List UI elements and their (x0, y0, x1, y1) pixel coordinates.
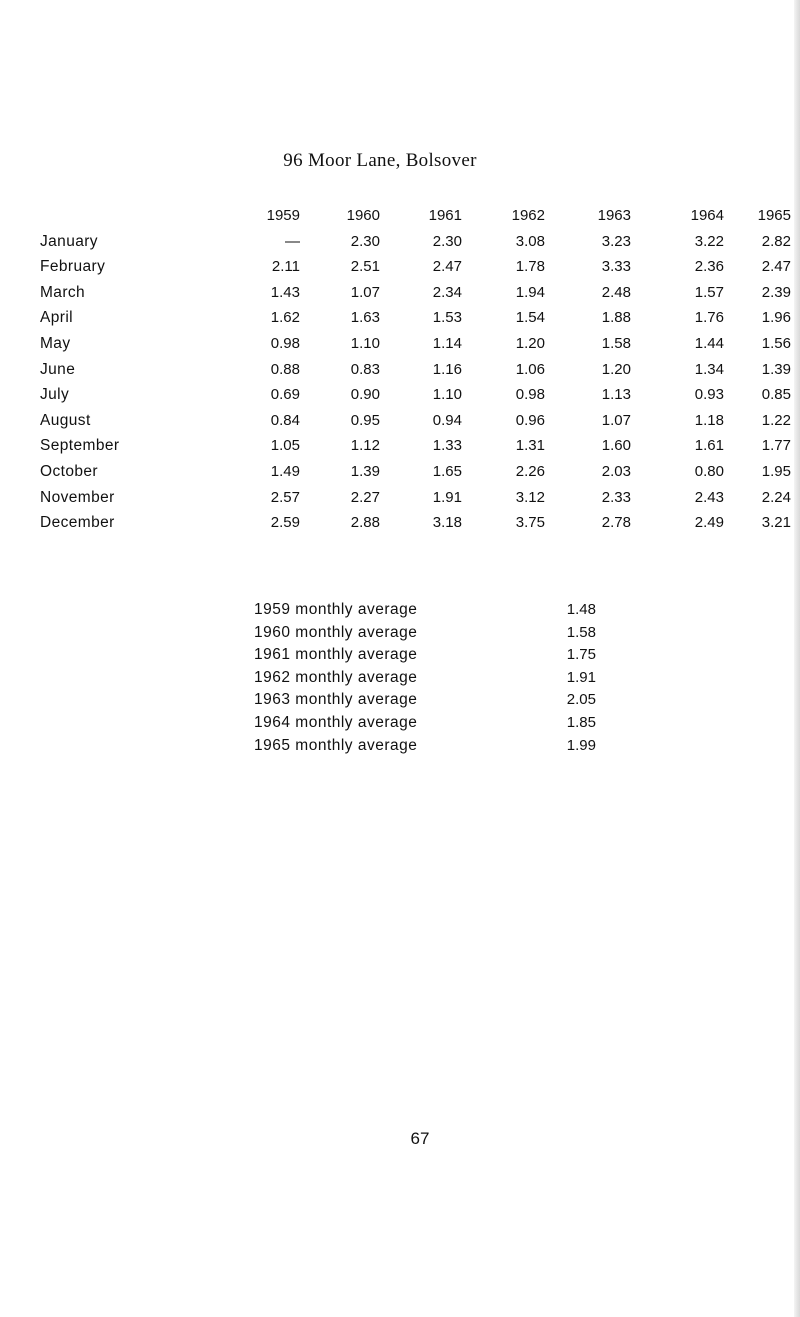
table-cell: 2.51 (350, 258, 380, 276)
table-cell: 2.57 (270, 488, 300, 506)
month-label: March (40, 283, 86, 301)
table-row (0, 283, 800, 309)
table-cell: 1.78 (515, 258, 545, 276)
table-cell: 3.08 (515, 232, 545, 250)
table-cell: 0.96 (515, 411, 545, 429)
table-cell: 3.23 (601, 232, 631, 250)
table-cell: 1.07 (350, 283, 380, 301)
table-row (0, 360, 800, 386)
table-cell: — (285, 232, 300, 250)
average-label: 1962 monthly average (254, 668, 418, 686)
table-cell: 1.58 (601, 334, 631, 352)
table-row (0, 232, 800, 258)
table-cell: 0.98 (270, 334, 300, 352)
table-cell: 1.18 (694, 411, 724, 429)
table-cell: 2.26 (515, 462, 545, 480)
table-body (0, 232, 800, 539)
table-cell: 1.12 (350, 437, 380, 455)
table-cell: 1.31 (515, 437, 545, 455)
month-label: June (40, 360, 76, 378)
table-cell: 2.47 (761, 258, 791, 276)
table-cell: 0.90 (350, 386, 380, 404)
average-row (0, 600, 800, 623)
table-cell: 1.10 (432, 386, 462, 404)
table-cell: 1.33 (432, 437, 462, 455)
table-cell: 0.88 (270, 360, 300, 378)
table-cell: 1.94 (515, 283, 545, 301)
table-cell: 1.76 (694, 309, 724, 327)
column-header: 1962 (511, 207, 545, 224)
average-value: 2.05 (566, 691, 596, 709)
table-cell: 2.88 (350, 514, 380, 532)
table-cell: 2.47 (432, 258, 462, 276)
table-cell: 1.88 (601, 309, 631, 327)
table-cell: 2.59 (270, 514, 300, 532)
table-cell: 2.30 (350, 232, 380, 250)
monthly-data-table (0, 206, 800, 539)
table-cell: 1.77 (761, 437, 791, 455)
month-label: July (40, 386, 70, 404)
table-cell: 1.05 (270, 437, 300, 455)
average-label: 1964 monthly average (254, 713, 418, 731)
table-cell: 1.22 (761, 411, 791, 429)
table-row (0, 513, 800, 539)
table-cell: 1.57 (694, 283, 724, 301)
table-cell: 2.24 (761, 488, 791, 506)
month-label: October (40, 462, 98, 480)
average-label: 1961 monthly average (254, 646, 418, 664)
table-row (0, 411, 800, 437)
average-row (0, 713, 800, 736)
month-label: August (40, 411, 91, 429)
table-cell: 1.60 (601, 437, 631, 455)
average-row (0, 645, 800, 668)
table-cell: 0.93 (694, 386, 724, 404)
average-value: 1.48 (566, 601, 596, 618)
page-edge-shadow (794, 0, 800, 1317)
column-header: 1965 (757, 207, 791, 224)
page-title: 96 Moor Lane, Bolsover (283, 150, 477, 171)
average-value: 1.91 (566, 668, 596, 686)
table-cell: 2.48 (601, 283, 631, 301)
table-cell: 1.20 (515, 334, 545, 352)
table-cell: 0.85 (761, 386, 791, 404)
table-row (0, 308, 800, 334)
table-header-row (0, 206, 800, 232)
average-label: 1965 monthly average (254, 736, 418, 754)
table-cell: 3.18 (432, 514, 462, 532)
table-cell: 0.69 (270, 386, 300, 404)
table-cell: 1.49 (270, 462, 300, 480)
table-cell: 1.34 (694, 360, 724, 378)
table-cell: 1.61 (694, 437, 724, 455)
table-cell: 3.22 (694, 232, 724, 250)
month-label: November (40, 488, 115, 506)
table-cell: 3.75 (515, 514, 545, 532)
table-cell: 1.14 (432, 334, 462, 352)
table-cell: 1.16 (432, 360, 462, 378)
table-cell: 2.43 (694, 488, 724, 506)
table-cell: 2.49 (694, 514, 724, 532)
average-label: 1959 monthly average (254, 601, 418, 618)
table-cell: 3.33 (601, 258, 631, 276)
table-cell: 2.30 (432, 232, 462, 250)
month-label: January (40, 232, 98, 250)
table-cell: 2.11 (271, 258, 300, 276)
average-value: 1.85 (566, 713, 596, 731)
column-header: 1963 (597, 207, 631, 224)
month-label: May (40, 334, 71, 352)
table-row (0, 334, 800, 360)
average-row (0, 668, 800, 691)
table-cell: 3.21 (761, 514, 791, 532)
column-header: 1960 (346, 207, 380, 224)
month-label: February (40, 258, 106, 276)
month-label: September (40, 437, 120, 455)
table-cell: 2.39 (761, 283, 791, 301)
table-cell: 1.91 (432, 488, 462, 506)
table-cell: 0.80 (694, 462, 724, 480)
table-cell: 2.34 (432, 283, 462, 301)
table-row (0, 488, 800, 514)
table-cell: 1.96 (761, 309, 791, 327)
average-row (0, 623, 800, 646)
table-cell: 1.95 (761, 462, 791, 480)
table-cell: 2.03 (601, 462, 631, 480)
table-cell: 1.20 (601, 360, 631, 378)
column-header: 1961 (428, 207, 462, 224)
table-cell: 1.63 (350, 309, 380, 327)
table-cell: 1.07 (601, 411, 631, 429)
table-cell: 2.27 (350, 488, 380, 506)
month-label: April (40, 309, 74, 327)
table-cell: 0.84 (270, 411, 300, 429)
table-cell: 1.53 (432, 309, 462, 327)
table-cell: 1.62 (270, 309, 300, 327)
average-value: 1.99 (566, 736, 596, 754)
table-cell: 0.83 (350, 360, 380, 378)
table-cell: 1.44 (694, 334, 724, 352)
table-cell: 3.12 (515, 488, 545, 506)
table-cell: 2.36 (694, 258, 724, 276)
average-label: 1963 monthly average (254, 691, 418, 709)
month-label: December (40, 514, 115, 532)
table-row (0, 257, 800, 283)
table-cell: 0.94 (432, 411, 462, 429)
table-cell: 1.39 (350, 462, 380, 480)
average-row (0, 690, 800, 713)
table-row (0, 436, 800, 462)
average-value: 1.75 (566, 646, 596, 664)
table-cell: 1.06 (515, 360, 545, 378)
table-cell: 1.65 (432, 462, 462, 480)
table-cell: 0.95 (350, 411, 380, 429)
table-cell: 1.54 (515, 309, 545, 327)
page-number: 67 (410, 1129, 430, 1148)
table-cell: 2.78 (601, 514, 631, 532)
table-cell: 2.33 (601, 488, 631, 506)
column-header: 1964 (690, 207, 724, 224)
table-row (0, 385, 800, 411)
average-label: 1960 monthly average (254, 623, 418, 641)
average-value: 1.58 (566, 623, 596, 641)
average-row (0, 736, 800, 759)
table-cell: 1.13 (601, 386, 631, 404)
table-cell: 1.43 (270, 283, 300, 301)
table-cell: 1.56 (761, 334, 791, 352)
table-cell: 1.10 (350, 334, 380, 352)
table-cell: 2.82 (761, 232, 791, 250)
monthly-averages-list (0, 600, 800, 758)
column-header: 1959 (266, 207, 300, 224)
table-cell: 1.39 (761, 360, 791, 378)
table-cell: 0.98 (515, 386, 545, 404)
table-row (0, 462, 800, 488)
